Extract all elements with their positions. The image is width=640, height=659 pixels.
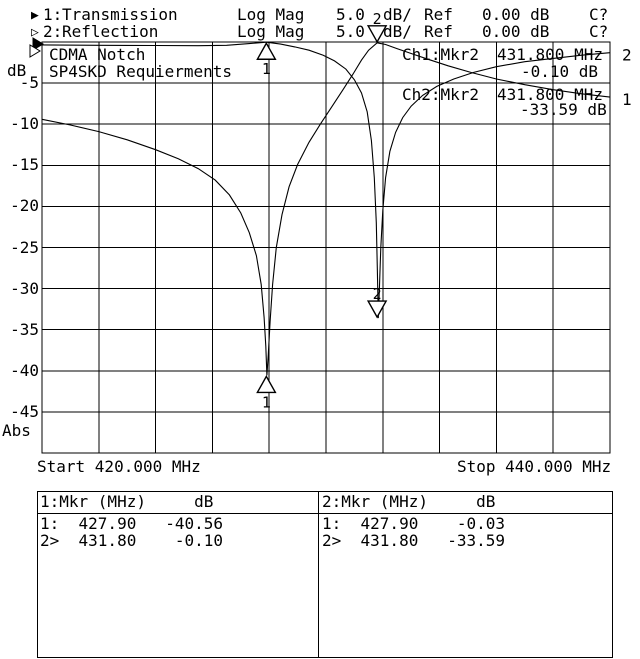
channel1-format-label: Log Mag [237, 5, 305, 24]
marker-2-symbol [368, 301, 386, 317]
y-tick-label: -15 [10, 155, 39, 175]
ch2-marker-readout-frequency: 431.800 MHz [497, 85, 603, 104]
channel2-number: 2: [43, 22, 63, 41]
channel2-cal-status: C? [589, 22, 609, 41]
channel2-format-label: Log Mag [237, 22, 305, 41]
channel2-indicator-icon: ▷ [31, 25, 39, 40]
channel1-cal-status: C? [589, 5, 609, 24]
x-axis-start-label: Start 420.000 MHz [37, 457, 201, 476]
marker-2-label: 2 [372, 285, 382, 304]
plot-annotation-line2: SP4SKD Requierments [49, 62, 233, 81]
ch1-marker-table-row1: 1: 427.90 -40.56 [40, 514, 224, 533]
channel1-ref-value: 0.00 dB [482, 5, 550, 24]
y-tick-label: -30 [10, 278, 39, 298]
ch1-marker-table-header: 1:Mkr (MHz) dB [40, 492, 214, 511]
marker-2-label: 2 [372, 9, 382, 28]
y-tick-label: -20 [10, 196, 39, 216]
ch2-marker-readout-value: -33.59 dB [520, 100, 607, 119]
channel2-measurement-label: Reflection [62, 22, 159, 41]
marker-1-symbol [257, 43, 275, 59]
marker-1-symbol [257, 376, 275, 392]
channel2-ref-value: 0.00 dB [482, 22, 550, 41]
y-tick-label: -25 [10, 237, 39, 257]
ch2-marker-table-row2: 2> 431.80 -33.59 [322, 531, 506, 550]
marker-table-divider [318, 491, 319, 657]
y-tick-label: -35 [10, 319, 39, 339]
ch1-marker-readout-value: -0.10 dB [521, 62, 599, 81]
channel1-scale-unit: dB/ [383, 5, 412, 24]
marker-1-label: 1 [261, 393, 271, 412]
ch1-marker-table-row2: 2> 431.80 -0.10 [40, 531, 224, 550]
y-tick-label: -45 [10, 401, 39, 421]
ch2-marker-table-header: 2:Mkr (MHz) dB [322, 492, 496, 511]
plot-annotation-line1: CDMA Notch [49, 45, 146, 64]
x-axis-stop-label: Stop 440.000 MHz [457, 457, 612, 476]
y-tick-label: -5 [19, 73, 39, 93]
ch1-marker-readout-source: Ch1:Mkr2 [402, 45, 480, 64]
marker-1-label: 1 [261, 60, 271, 79]
channel1-active-indicator-icon: ▶ [31, 8, 39, 23]
channel2-scale-unit: dB/ [383, 22, 412, 41]
channel2-ref-label: Ref [424, 22, 453, 41]
channel1-number: 1: [43, 5, 63, 24]
y-tick-label: -10 [10, 114, 39, 134]
y-axis-bottom-label: Abs [2, 421, 31, 440]
channel1-scale-value: 5.0 [336, 5, 365, 24]
ch2-marker-readout-source: Ch2:Mkr2 [402, 85, 480, 104]
channel1-measurement-label: Transmission [62, 5, 178, 24]
channel1-ref-label: Ref [424, 5, 453, 24]
ch2-marker-table-row1: 1: 427.90 -0.03 [322, 514, 506, 533]
y-axis-unit-label: dB [7, 61, 27, 80]
trace-end-label-ch2: 2 [622, 45, 632, 65]
trace-end-label-ch1: 1 [622, 90, 632, 110]
ch1-marker-readout-frequency: 431.800 MHz [497, 45, 603, 64]
y-tick-label: -40 [10, 360, 39, 380]
channel2-scale-value: 5.0 [336, 22, 365, 41]
